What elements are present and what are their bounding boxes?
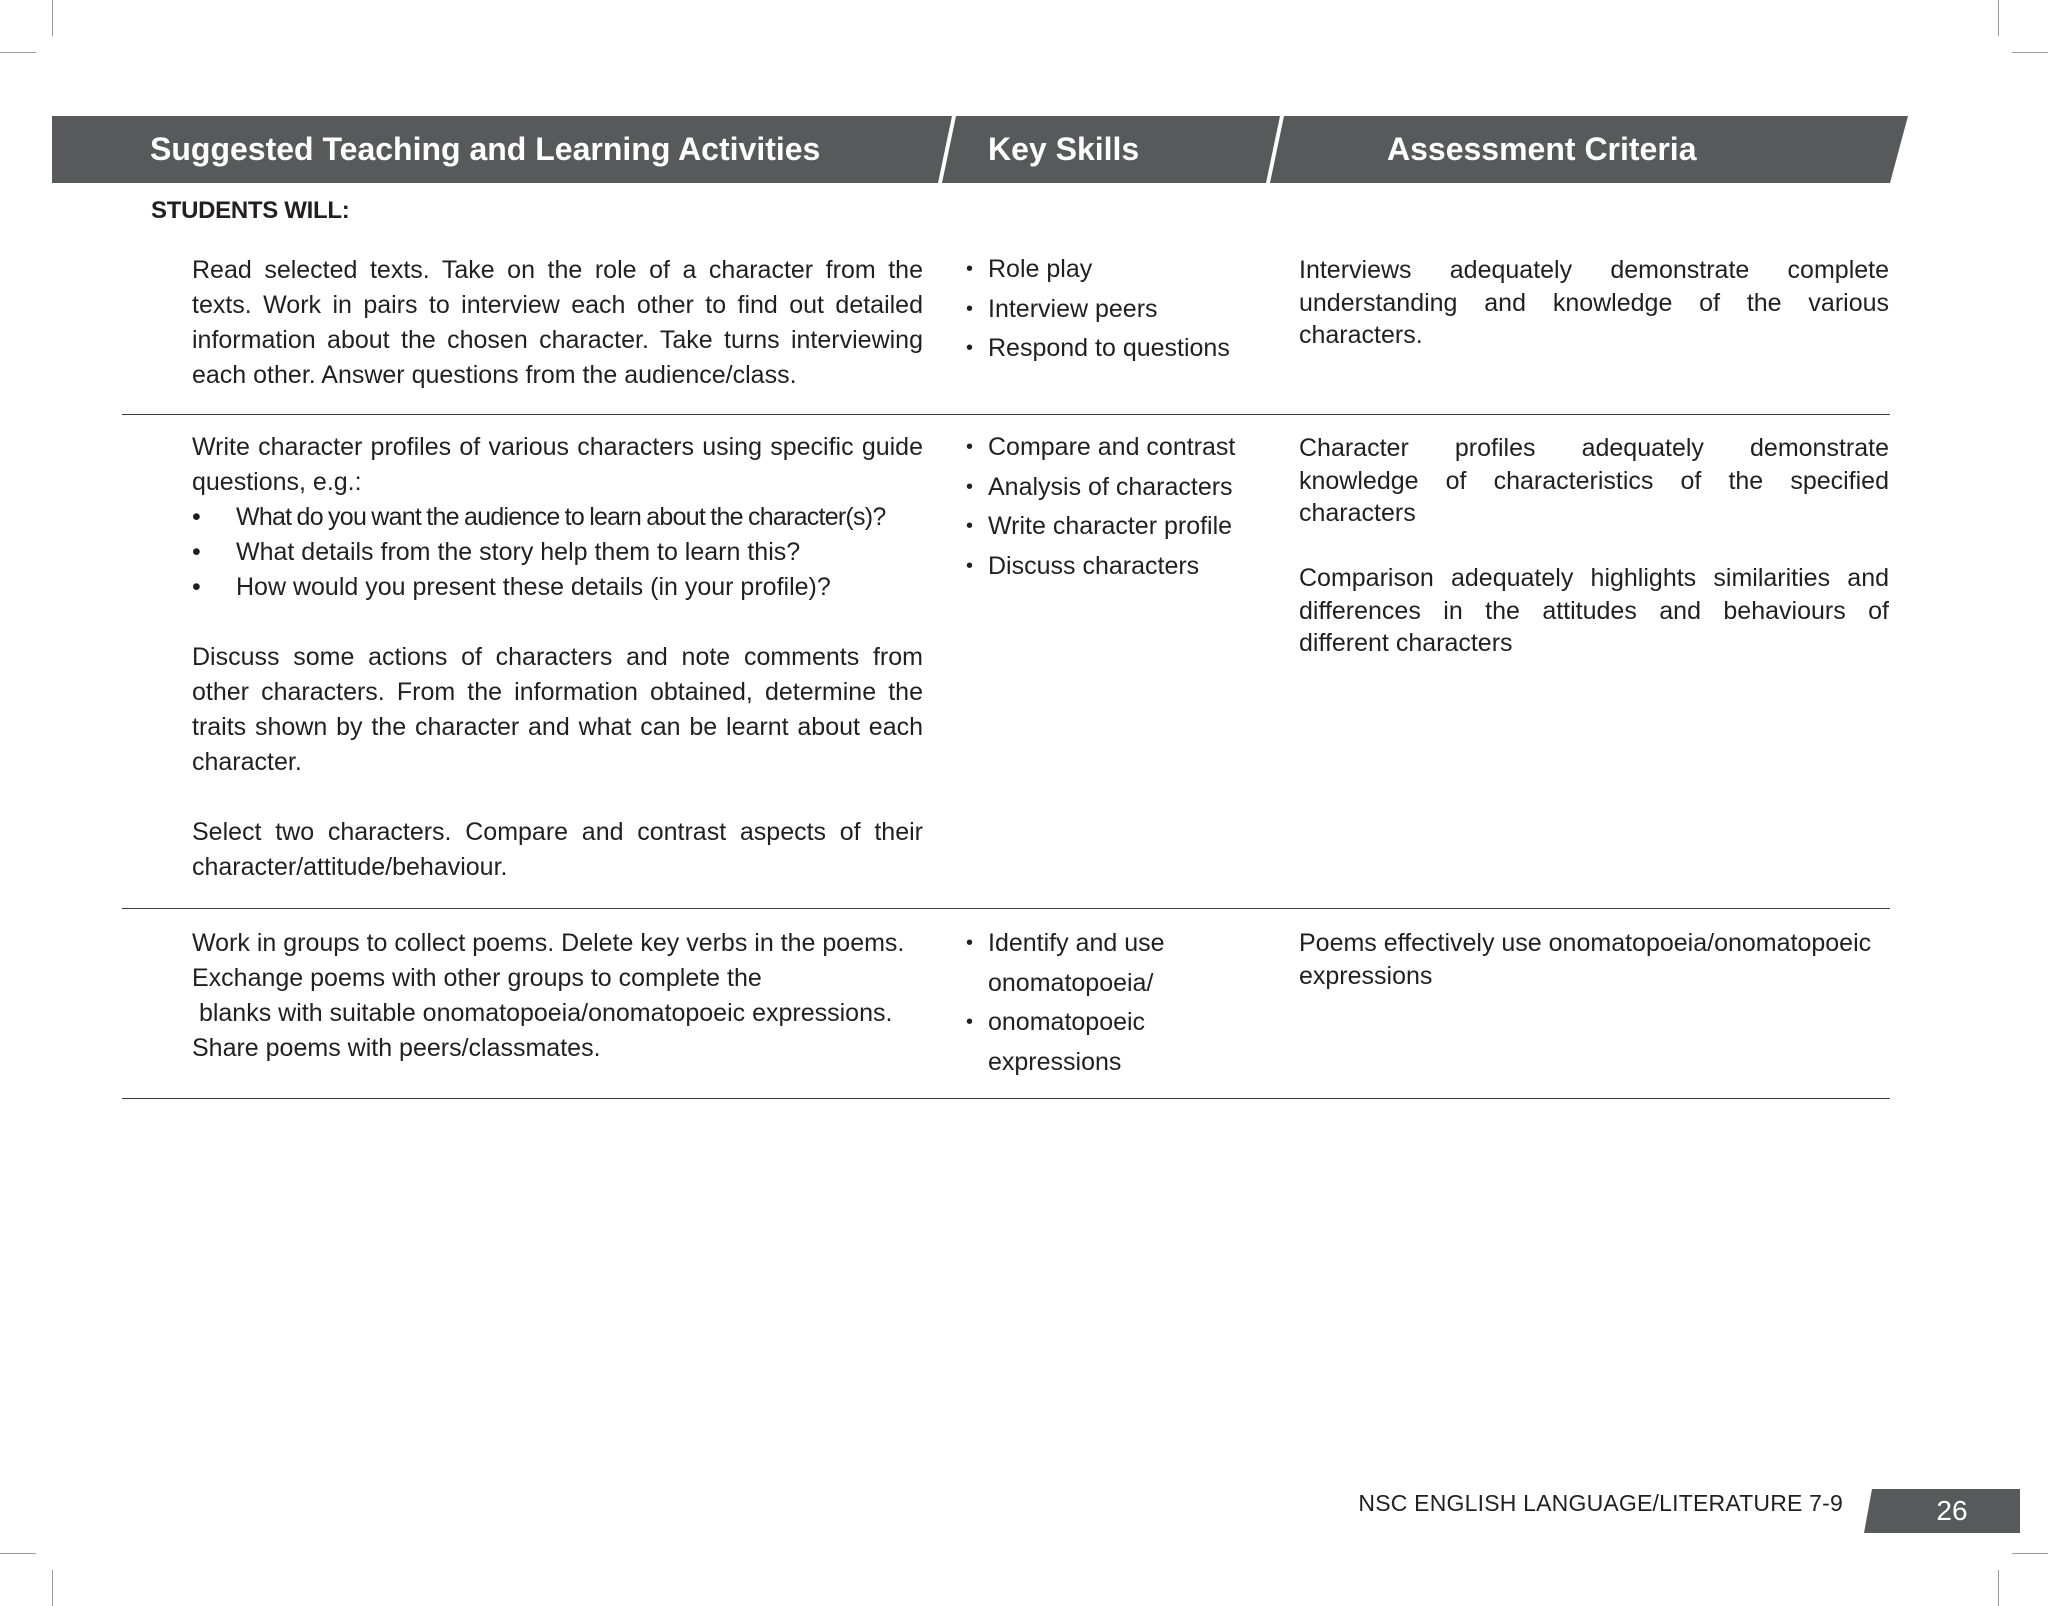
skill-label: Interview peers <box>988 294 1158 323</box>
row2-key-skills <box>966 428 1276 586</box>
guide-question: • What do you want the audience to learn about the character(s)? <box>192 500 923 535</box>
skill-item <box>966 329 1266 369</box>
crop-mark <box>2012 1553 2048 1554</box>
skill-label: Respond to questions <box>988 334 1230 362</box>
row-divider <box>122 1098 1890 1099</box>
bullet-icon: • <box>966 1011 974 1033</box>
bullet-icon: • <box>966 297 974 320</box>
activity-text: Discuss some actions of characters and note comments from other characters. From the information obtained, determine the traits shown by the character and what can be learnt about each character. <box>192 643 923 776</box>
row3-assessment <box>1299 927 1899 992</box>
skill-label: Write character profile <box>988 512 1233 540</box>
activity-line: Exchange poems with other groups to complete the <box>192 964 762 992</box>
crop-mark <box>52 1570 53 1606</box>
guide-questions-list <box>192 500 923 605</box>
crop-mark <box>0 52 36 53</box>
row2-activities <box>192 430 923 885</box>
skill-item <box>966 547 1276 587</box>
row3-key-skills <box>966 924 1266 1082</box>
row2-assessment <box>1299 432 1889 660</box>
crop-mark <box>0 1553 36 1554</box>
skill-label: Analysis of characters <box>988 472 1233 501</box>
skill-label: Compare and contrast <box>988 433 1236 461</box>
skill-item <box>966 290 1266 330</box>
header-activities: Suggested Teaching and Learning Activities <box>150 131 821 167</box>
skill-item <box>966 428 1276 468</box>
bullet-icon: • <box>966 258 974 280</box>
bullet-icon: • <box>966 554 974 577</box>
activity-line: Work in groups to collect poems. Delete key verbs in the poems. <box>192 929 905 957</box>
criteria-text: Poems effectively use onomatopoeia/onomatopoeic expressions <box>1299 929 1872 990</box>
crop-mark <box>2012 52 2048 53</box>
skill-label: onomatopoeia/ <box>988 968 1154 997</box>
page-number-tab <box>1864 1489 2020 1533</box>
activity-line: Share poems with peers/classmates. <box>192 1034 601 1062</box>
criteria-text: Interviews adequately demonstrate complete understanding and knowledge of the various characters. <box>1299 256 1889 349</box>
bullet-icon: • <box>966 932 974 954</box>
guide-question: • How would you present these details (in your profile)? <box>192 570 923 605</box>
activity-text: Write character profiles of various characters using specific guide questions, e.g.: <box>192 433 923 496</box>
activity-text: Select two characters. Compare and contrast aspects of their character/attitude/behaviour. <box>192 818 923 881</box>
row-divider <box>122 908 1890 909</box>
skill-label: Identify and use <box>988 929 1165 957</box>
bullet-icon: • <box>966 475 974 498</box>
row1-key-skills <box>966 250 1266 369</box>
skill-item <box>966 1003 1266 1082</box>
crop-mark <box>52 0 53 36</box>
skill-item <box>966 468 1276 508</box>
activity-line: blanks with suitable onomatopoeia/onomatopoeic expressions. <box>192 999 893 1027</box>
row1-activities <box>192 253 923 393</box>
skill-item <box>966 924 1266 1003</box>
row3-activities <box>192 926 932 1066</box>
criteria-text: Comparison adequately highlights similarities and differences in the attitudes and behaviours of different characters <box>1299 564 1889 657</box>
students-will-label: STUDENTS WILL: <box>151 197 350 224</box>
bullet-icon: • <box>966 337 974 359</box>
skill-item <box>966 507 1276 547</box>
table-header <box>52 116 1908 183</box>
skill-label: Discuss characters <box>988 551 1200 580</box>
bullet-icon: • <box>966 436 974 458</box>
guide-question: • What details from the story help them to learn this? <box>192 535 923 570</box>
header-assessment-criteria: Assessment Criteria <box>1387 131 1697 167</box>
criteria-text: Character profiles adequately demonstrate knowledge of characteristics of the specified characters <box>1299 434 1889 527</box>
page-number: 26 <box>1936 1495 1968 1526</box>
skill-label: onomatopoeic <box>988 1008 1146 1036</box>
skill-label: Role play <box>988 255 1093 283</box>
crop-mark <box>1998 0 1999 36</box>
footer-title: NSC ENGLISH LANGUAGE/LITERATURE 7-9 <box>1358 1490 1843 1516</box>
skill-item <box>966 250 1266 290</box>
activity-text: Read selected texts. Take on the role of a character from the texts. Work in pairs to interview each other to find out detailed information about the chosen character. Take turns interviewing each other. Answer questions from the audience/class. <box>192 256 923 389</box>
bullet-icon: • <box>966 515 974 537</box>
row1-assessment <box>1299 254 1889 352</box>
skill-label: expressions <box>988 1047 1122 1076</box>
header-key-skills: Key Skills <box>988 131 1140 167</box>
row-divider <box>122 414 1890 415</box>
crop-mark <box>1998 1570 1999 1606</box>
